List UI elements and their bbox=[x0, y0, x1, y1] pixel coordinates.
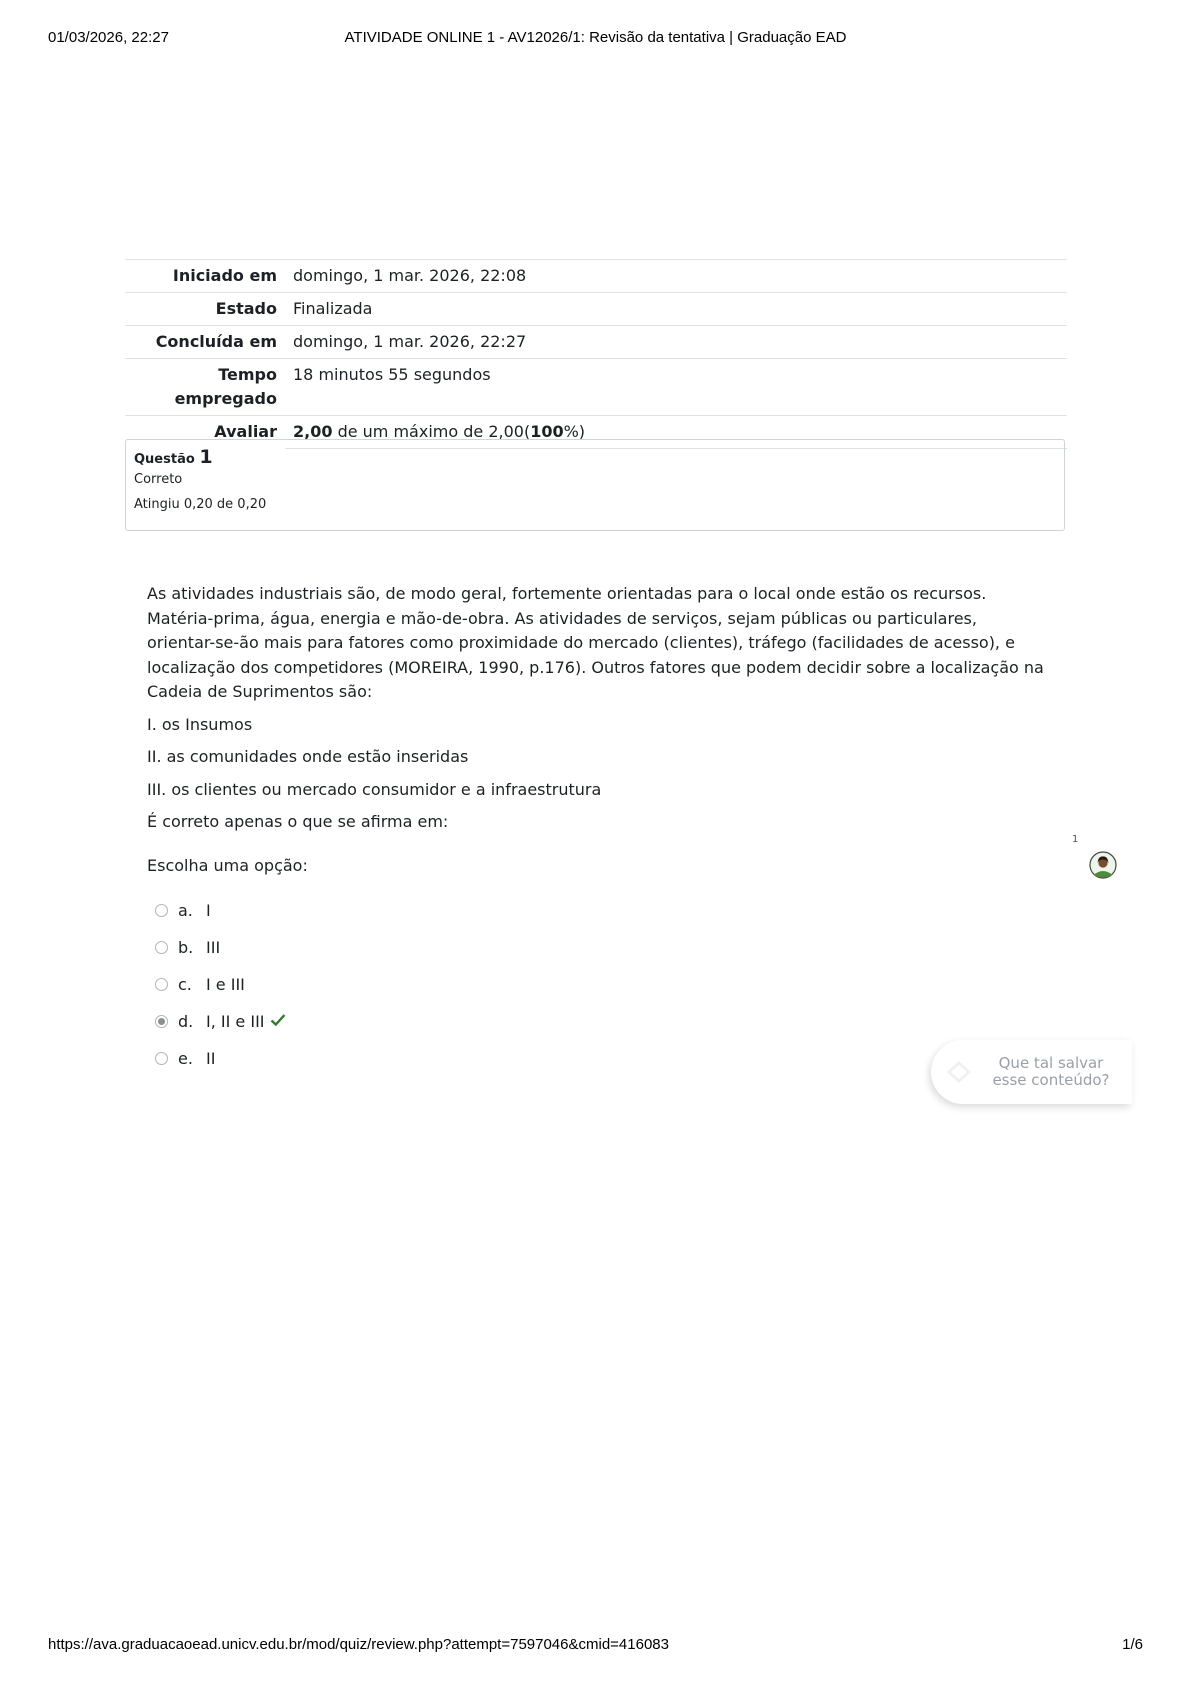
answer-letter: e. bbox=[178, 1049, 193, 1068]
question-title: Questão bbox=[134, 452, 200, 467]
save-content-text bbox=[981, 1055, 1121, 1089]
answer-option-c[interactable] bbox=[155, 966, 286, 1003]
time-label-line1: Tempo bbox=[218, 365, 277, 384]
state-value: Finalizada bbox=[285, 293, 1067, 326]
save-content-line1: Que tal salvar bbox=[998, 1054, 1104, 1072]
question-paragraph: As atividades industriais são, de modo geral, fortemente orientadas para o local onde estão os recursos. Matéria-prima, água, energia e mão-de-obra. As atividades de serviços, sejam públicas ou particulares, orientar-se-ão mais para fatores como proximidade do mercado (clientes), tráfego (facilidades de acesso), e localização dos competidores (MOREIRA, 1990, p.176). Outros fatores que podem decidir sobre a localização na Cadeia de Suprimentos são: bbox=[147, 584, 1044, 701]
question-number: 1 bbox=[199, 446, 213, 468]
started-value: domingo, 1 mar. 2026, 22:08 bbox=[285, 260, 1067, 293]
print-header bbox=[48, 29, 1143, 49]
answer-letter: a. bbox=[178, 901, 193, 920]
print-datetime: 01/03/2026, 22:27 bbox=[48, 29, 169, 46]
grade-percent: 100 bbox=[530, 422, 564, 441]
summary-row-started bbox=[125, 260, 1067, 293]
statement-1: I. os Insumos bbox=[147, 714, 253, 734]
answer-option-e[interactable] bbox=[155, 1040, 286, 1077]
answer-text: I bbox=[206, 901, 211, 920]
question-stem: É correto apenas o que se afirma em: bbox=[147, 812, 449, 831]
answer-option-a[interactable] bbox=[155, 892, 286, 929]
statement-3: III. os clientes ou mercado consumidor e a infraestrutura bbox=[147, 779, 602, 799]
answer-letter: d. bbox=[178, 1012, 194, 1031]
completed-label: Concluída em bbox=[125, 326, 285, 359]
started-label: Iniciado em bbox=[125, 260, 285, 293]
save-content-widget[interactable] bbox=[931, 1040, 1132, 1104]
statement-2: II. as comunidades onde estão inseridas bbox=[147, 747, 469, 766]
radio-button[interactable] bbox=[155, 941, 168, 954]
answer-text: I e III bbox=[206, 975, 245, 994]
answer-letter: c. bbox=[178, 975, 192, 994]
radio-button-selected[interactable] bbox=[155, 1015, 168, 1028]
print-footer bbox=[48, 1636, 1143, 1656]
answer-prompt: Escolha uma opção: bbox=[147, 856, 308, 875]
radio-button[interactable] bbox=[155, 1052, 168, 1065]
summary-row-completed bbox=[125, 326, 1067, 359]
summary-row-time bbox=[125, 359, 1067, 416]
answer-option-d[interactable] bbox=[155, 1003, 286, 1040]
question-state: Correto bbox=[134, 472, 183, 487]
answer-text: II bbox=[206, 1049, 216, 1068]
grade-score: 2,00 bbox=[293, 422, 333, 441]
grade-max-text: de um máximo de 2,00( bbox=[332, 422, 531, 441]
answer-option-b[interactable] bbox=[155, 929, 286, 966]
correct-check-icon bbox=[270, 1012, 286, 1031]
time-value: 18 minutos 55 segundos bbox=[285, 359, 1067, 416]
question-text bbox=[147, 582, 1047, 843]
state-label: Estado bbox=[125, 293, 285, 326]
answer-letter: b. bbox=[178, 938, 194, 957]
radio-button[interactable] bbox=[155, 978, 168, 991]
attempt-summary-table bbox=[125, 259, 1067, 449]
answer-text: I, II e III bbox=[206, 1012, 265, 1031]
grade-percent-suffix: %) bbox=[563, 422, 586, 441]
question-grade: Atingiu 0,20 de 0,20 bbox=[134, 497, 267, 512]
answer-list bbox=[155, 892, 286, 1077]
bookmark-icon bbox=[945, 1058, 973, 1090]
time-label-line2: empregado bbox=[174, 389, 277, 408]
question-heading bbox=[134, 446, 1056, 468]
time-label bbox=[125, 359, 285, 416]
print-page-number: 1/6 bbox=[1122, 1636, 1143, 1653]
grade-label: Avaliar bbox=[125, 416, 285, 449]
assistant-avatar-icon[interactable] bbox=[1089, 851, 1117, 883]
completed-value: domingo, 1 mar. 2026, 22:27 bbox=[285, 326, 1067, 359]
radio-button[interactable] bbox=[155, 904, 168, 917]
answer-text: III bbox=[206, 938, 221, 957]
summary-row-state bbox=[125, 293, 1067, 326]
print-url: https://ava.graduacaoead.unicv.edu.br/mod/quiz/review.php?attempt=7597046&cmid=416083 bbox=[48, 1636, 669, 1653]
save-content-line2: esse conteúdo? bbox=[992, 1071, 1110, 1089]
notification-count: 1 bbox=[1072, 834, 1079, 845]
print-page-title: ATIVIDADE ONLINE 1 - AV12026/1: Revisão da tentativa | Graduação EAD bbox=[344, 29, 847, 46]
question-info-box bbox=[125, 439, 1065, 531]
